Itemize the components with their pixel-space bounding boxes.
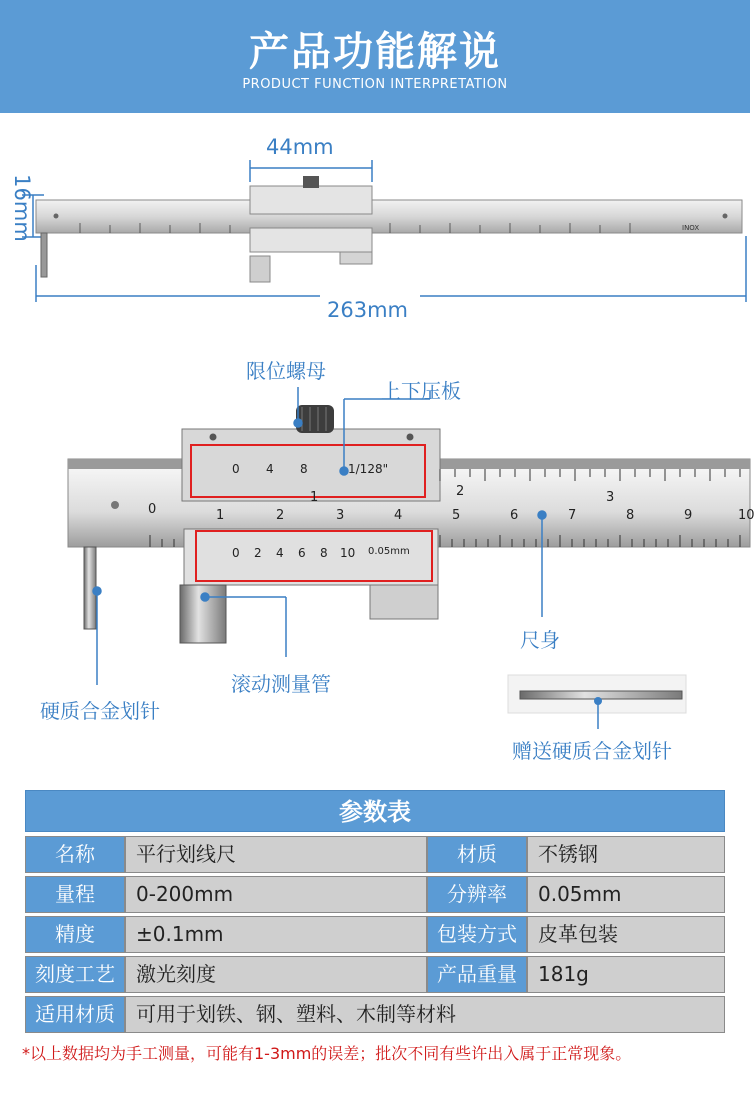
label-ruler-body: 尺身 xyxy=(520,628,560,652)
param-key: 分辨率 xyxy=(427,876,527,913)
param-key: 刻度工艺 xyxy=(25,956,125,993)
param-key: 产品重量 xyxy=(427,956,527,993)
param-key: 量程 xyxy=(25,876,125,913)
param-key: 包装方式 xyxy=(427,916,527,953)
param-value: 181g xyxy=(527,956,725,993)
param-row xyxy=(25,956,725,993)
height-label: 16mm xyxy=(9,174,34,242)
disclaimer-note: *以上数据均为手工测量，可能有1-3mm的误差；批次不同有些许出入属于正常现象。 xyxy=(22,1044,632,1063)
param-table-title: 参数表 xyxy=(25,790,725,832)
length-label: 263mm xyxy=(327,298,408,322)
param-value: 不锈钢 xyxy=(527,836,725,873)
param-row xyxy=(25,996,725,1033)
param-row xyxy=(25,876,725,913)
param-key: 精度 xyxy=(25,916,125,953)
param-value: ±0.1mm xyxy=(125,916,427,953)
page-title: 产品功能解说 xyxy=(249,29,501,75)
param-value: 可用于划铁、钢、塑料、木制等材料 xyxy=(125,996,725,1033)
label-hard-needle: 硬质合金划针 xyxy=(40,699,160,723)
param-row xyxy=(25,916,725,953)
param-key: 材质 xyxy=(427,836,527,873)
label-pressure-plate: 上下压板 xyxy=(381,379,461,403)
param-value: 皮革包装 xyxy=(527,916,725,953)
header-banner xyxy=(0,0,750,113)
label-limit-nut: 限位螺母 xyxy=(246,359,326,383)
inox-mark: INOX xyxy=(682,224,700,232)
page-subtitle: PRODUCT FUNCTION INTERPRETATION xyxy=(242,77,508,92)
param-value: 0-200mm xyxy=(125,876,427,913)
slider-width-label: 44mm xyxy=(266,135,334,159)
param-key: 名称 xyxy=(25,836,125,873)
param-key: 适用材质 xyxy=(25,996,125,1033)
param-value: 0.05mm xyxy=(527,876,725,913)
dimension-drawing xyxy=(0,120,750,325)
label-gift-needle: 赠送硬质合金划针 xyxy=(512,739,672,763)
param-value: 平行划线尺 xyxy=(125,836,427,873)
param-row xyxy=(25,836,725,873)
label-rolling-tube: 滚动测量管 xyxy=(231,672,331,696)
param-value: 激光刻度 xyxy=(125,956,427,993)
